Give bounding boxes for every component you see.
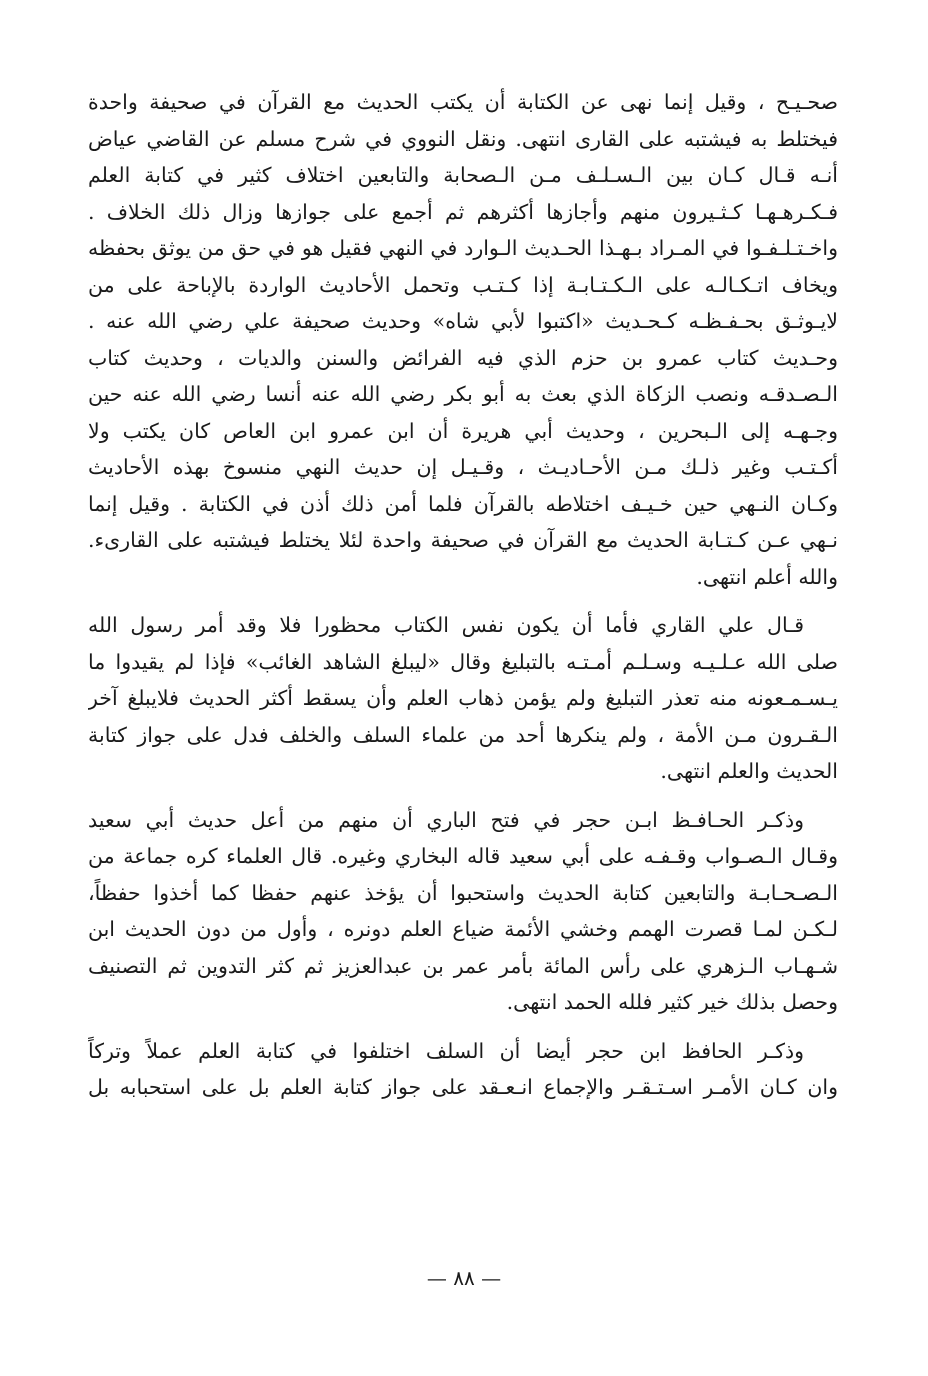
paragraph-spacer [88, 790, 838, 802]
paragraph-spacer [88, 1021, 838, 1033]
text-line: وجـهـه إلى الـبحرين ، وحديث أبي هريرة أن ابن عمرو ابن العاص كان يكتب ولا [88, 418, 838, 443]
text-line: وان كـان الأمـر اسـتـقـر والإجماع انـعـقد على جواز كتابة العلم بل على استحبابه بل [88, 1075, 838, 1099]
text-line: وكـان النـهي حين خـيـف اختلاطه بالقرآن فلما أمن ذلك أذن في الكتابة . وقيل إنما [88, 491, 838, 516]
paragraph-3 [88, 802, 838, 1021]
text-line: والله أعلم انتهى. [696, 564, 838, 589]
text-line: أكـتـب وغير ذلـك مـن الأحـاديـث ، وقـيـل إن حديث النهي منسوخ بهذه الأحاديث [88, 455, 838, 479]
text-line: لايـوثـق بحـفـظـه كـحـديث «اكتبوا لأبي شاه» وحديث صحيفة علي رضي الله عنه . [88, 309, 838, 333]
text-line: وقـال الـصـواب وقـفـه على أبي سعيد قاله البخاري وغيره. قال العلماء كره جماعة من [88, 844, 838, 868]
page-body [88, 84, 838, 1106]
paragraph-2 [88, 607, 838, 790]
text-line: صلى الله عـلـيـه وسـلـم أمـتـه بالتبليغ وقال «ليبلغ الشاهد الغائب» فإذا لم يقيدوا ما [88, 649, 838, 674]
text-line: فـكـرهـهـا كـثـيرون منهم وأجازها أكثرهم ثم أجمع على جوازها وزال ذلك الخلاف . [88, 199, 838, 224]
text-line: يـسـمـعونه منه تعذر التبليغ ولم يؤمن ذهاب العلم وأن يسقط أكثر الحديث فلايبلغ آخر [88, 686, 838, 710]
text-line: الحديث والعلم انتهى. [660, 759, 838, 783]
text-line: وذكـر الحـافـظ ابـن حجر في فتح الباري أن منهم من أعل حديث أبي سعيد [88, 807, 804, 832]
text-line: فيختلط به فيشتبه على القارى انتهى. ونقل النووي في شرح مسلم عن القاضي عياض [88, 126, 838, 151]
paragraph-spacer [88, 595, 838, 607]
text-line: أنـه قـال كـان بين الـسـلـف مـن الـصحابة والتابعين اختلاف كثير في كتابة العلم [88, 163, 838, 187]
text-line: وحصل بذلك خير كثير فلله الحمد انتهى. [506, 990, 838, 1014]
text-line: لـكـن لمـا قصرت الهمم وخشي الأئمة ضياع العلم دونره ، وأول من دون الحديث ابن [88, 917, 838, 941]
text-line: وذكـر الحافظ ابن حجر أيضا أن السلف اختلفوا في كتابة العلم عملاً وتركاً [88, 1038, 804, 1063]
text-line: وحـديث كتاب عمرو بن حزم الذي فيه الفرائض والسنن والديات ، وحديث كتاب [88, 345, 838, 370]
text-line: الـصـدقـه ونصب الزكاة الذي بعث به أبو بكر رضي الله عنه أنسا رضي الله عنه حين [88, 382, 838, 406]
text-line: نـهي عـن كـتـابة الحديث مع القرآن في صحيفة واحدة لئلا يختلط فيشتبه على القارىء. [88, 528, 838, 552]
text-line: واخـتـلـفـوا في المـراد بـهـذا الحـديث الـوارد في النهي فقيل هو في حق من يوثق بحفظه [88, 236, 838, 260]
text-line: شـهـاب الـزهري على رأس المائة بأمر عمر بن عبدالعزيز ثم كثر التدوين ثم التصنيف [88, 953, 838, 978]
page-number: — ٨٨ — [426, 1266, 502, 1290]
text-line: الـقـرون مـن الأمة ، ولم ينكرها أحد من علماء السلف والخلف فدل على جواز كتابة [88, 722, 838, 747]
paragraph-4 [88, 1033, 838, 1106]
text-line: قـال علي القاري فأما أن يكون نفس الكتاب محظورا فلا وقد أمر رسول الله [88, 613, 804, 637]
text-line: ويخاف اتـكـالـه على الـكـتـابـة إذا كـتـب وتحمل الأحاديث الواردة بالإباحة على من [88, 272, 838, 297]
text-line: صحـيـح ، وقيل إنما نهى عن الكتابة أن يكتب الحديث مع القرآن في صحيفة واحدة [88, 90, 838, 114]
paragraph-1 [88, 84, 838, 595]
text-line: الـصـحـابـة والتابعين كتابة الحديث واستحبوا أن يؤخذ عنهم حفظا كما أخذوا حفظاً، [88, 880, 838, 905]
